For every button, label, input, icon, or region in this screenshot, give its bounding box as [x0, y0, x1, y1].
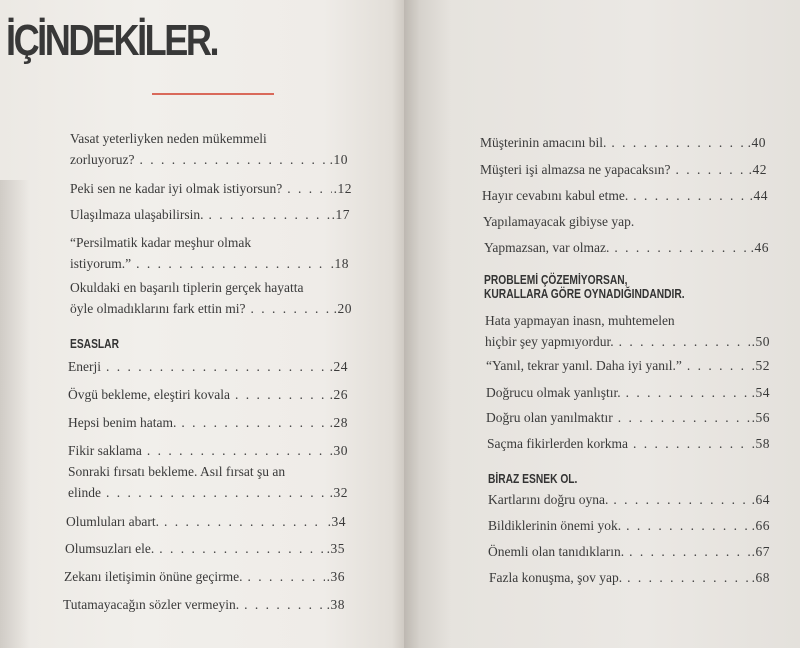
leader-dots	[627, 567, 750, 588]
entry-text: Hata yapmayan inasn, muhtemelen	[485, 313, 675, 328]
toc-entry	[488, 489, 770, 510]
page-number: .38	[326, 597, 345, 612]
leader-dots	[139, 149, 327, 170]
page-number: .17	[331, 207, 350, 222]
page-number: .54	[751, 385, 770, 400]
entry-text: “Yanıl, tekrar yanıl. Daha iyi yanıl.”	[486, 358, 682, 373]
toc-entry	[64, 566, 345, 587]
toc-entry	[68, 412, 348, 433]
page-number: .58	[751, 436, 770, 451]
entry-text: Kartlarını doğru oyna.	[488, 492, 609, 507]
section-heading-biraz: BİRAZ ESNEK OL.	[488, 472, 578, 486]
page-number: .28	[329, 415, 348, 430]
page-number: .26	[329, 387, 348, 402]
leader-dots	[618, 407, 750, 428]
entry-text: Zekanı iletişimin önüne geçirme.	[64, 569, 243, 584]
page-number: .52	[751, 358, 770, 373]
leader-dots	[159, 538, 324, 559]
toc-entry	[486, 407, 770, 428]
entry-text: “Persilmatik kadar meşhur olmak	[70, 235, 252, 250]
toc-entry	[65, 538, 345, 559]
page-number: .36	[326, 569, 345, 584]
leader-dots	[687, 355, 750, 376]
leader-dots	[614, 237, 748, 258]
toc-entry	[483, 211, 769, 232]
toc-entry	[70, 204, 350, 225]
entry-text: Saçma fikirlerden korkma	[487, 436, 628, 451]
leader-dots	[106, 356, 328, 377]
page-number: .46	[750, 240, 769, 255]
toc-entry	[70, 232, 349, 274]
page-number: .30	[329, 443, 348, 458]
entry-text: Hayır cevabını kabul etme.	[482, 188, 629, 203]
entry-text: Peki sen ne kadar iyi olmak istiyorsun?	[70, 181, 283, 196]
toc-entry	[488, 515, 770, 536]
page-number: .18	[330, 256, 349, 271]
title-underline	[152, 93, 274, 95]
entry-text: Ulaşılmaza ulaşabilirsin.	[70, 207, 204, 222]
entry-text: Okuldaki en başarılı tiplerin gerçek hayatta	[70, 280, 304, 295]
leader-dots	[181, 412, 327, 433]
page-title: İÇİNDEKİLER.	[6, 16, 218, 65]
leader-dots	[626, 515, 750, 536]
toc-entry	[485, 310, 770, 352]
section-heading-esaslar: ESASLAR	[70, 337, 119, 351]
entry-text: Önemli olan tanıdıkların.	[488, 544, 625, 559]
toc-entry	[480, 132, 766, 153]
entry-text: Yapılamayacak gibiyse yap.	[483, 214, 635, 229]
entry-text: hiçbir şey yapmıyordur.	[485, 334, 614, 349]
entry-text: Müşterinin amacını bil.	[480, 135, 607, 150]
toc-entry	[70, 178, 352, 199]
entry-text: Övgü bekleme, eleştiri kovala	[68, 387, 230, 402]
page-number: .56	[751, 410, 770, 425]
toc-entry	[63, 594, 345, 615]
leader-dots	[611, 132, 745, 153]
leader-dots	[633, 185, 747, 206]
page-number: .35	[326, 541, 345, 556]
entry-text: Olumluları abart.	[66, 514, 159, 529]
toc-entry	[486, 382, 770, 403]
page-number: .67	[751, 544, 770, 559]
page-number: .68	[751, 570, 770, 585]
leader-dots	[164, 511, 326, 532]
entry-text: elinde	[68, 485, 101, 500]
toc-entry	[484, 237, 769, 258]
toc-entry	[68, 356, 348, 377]
toc-entry	[68, 384, 348, 405]
leader-dots	[147, 440, 328, 461]
page-number: .40	[747, 135, 766, 150]
toc-entry	[68, 461, 348, 503]
page-number: .44	[749, 188, 768, 203]
leader-dots	[235, 384, 328, 405]
entry-text: Fazla konuşma, şov yap.	[489, 570, 623, 585]
entry-text: Bildiklerinin önemi yok.	[488, 518, 622, 533]
entry-text: Doğru olan yanılmaktır	[486, 410, 613, 425]
leader-dots	[250, 298, 331, 319]
section-heading-line: KURALLARA GÖRE OYNADIĞINDANDIR.	[484, 287, 685, 301]
toc-entry	[482, 185, 768, 206]
toc-entry	[70, 277, 352, 319]
toc-entry	[487, 433, 770, 454]
leader-dots	[633, 433, 750, 454]
entry-text: Sonraki fırsatı bekleme. Asıl fırsat şu an	[68, 464, 286, 479]
page-number: .32	[329, 485, 348, 500]
toc-entry	[68, 440, 348, 461]
toc-entry	[66, 511, 346, 532]
entry-text: zorluyoruz?	[70, 152, 135, 167]
entry-text: Hepsi benim hatam.	[68, 415, 177, 430]
leader-dots	[244, 594, 325, 615]
page-shadow	[0, 180, 30, 648]
section-heading-problemi	[484, 273, 685, 301]
entry-text: Tutamayacağın sözler vermeyin.	[63, 597, 240, 612]
leader-dots	[106, 482, 328, 503]
leader-dots	[626, 382, 750, 403]
page-number: .50	[751, 334, 770, 349]
page-number: .66	[751, 518, 770, 533]
toc-entry	[70, 128, 348, 170]
toc-entry	[486, 355, 770, 376]
entry-text: Vasat yeterliyken neden mükemmeli	[70, 131, 267, 146]
page-number: .34	[327, 514, 346, 529]
page-number: .64	[751, 492, 770, 507]
page-number: .10	[329, 152, 348, 167]
page-number: .20	[333, 301, 352, 316]
section-heading-line: PROBLEMİ ÇÖZEMİYORSAN,	[484, 273, 628, 287]
entry-text: Fikir saklama	[68, 443, 142, 458]
entry-text: istiyorum.”	[70, 256, 132, 271]
page-number: .42	[748, 162, 767, 177]
leader-dots	[629, 541, 750, 562]
leader-dots	[208, 204, 329, 225]
toc-entry	[480, 159, 767, 180]
page-number: .24	[329, 359, 348, 374]
right-page	[404, 0, 800, 648]
leader-dots	[619, 331, 750, 352]
leader-dots	[675, 159, 746, 180]
entry-text: Yapmazsan, var olmaz.	[484, 240, 610, 255]
entry-text: Olumsuzları ele.	[65, 541, 155, 556]
leader-dots	[287, 178, 331, 199]
entry-text: Enerji	[68, 359, 101, 374]
entry-text: Doğrucu olmak yanlıştır.	[486, 385, 621, 400]
toc-entry	[488, 541, 770, 562]
toc-entry	[489, 567, 770, 588]
leader-dots	[613, 489, 749, 510]
entry-text: Müşteri işi almazsa ne yapacaksın?	[480, 162, 671, 177]
entry-text: öyle olmadıklarını fark ettin mi?	[70, 301, 246, 316]
leader-dots	[247, 566, 324, 587]
leader-dots	[136, 253, 329, 274]
page-number: .12	[333, 181, 352, 196]
